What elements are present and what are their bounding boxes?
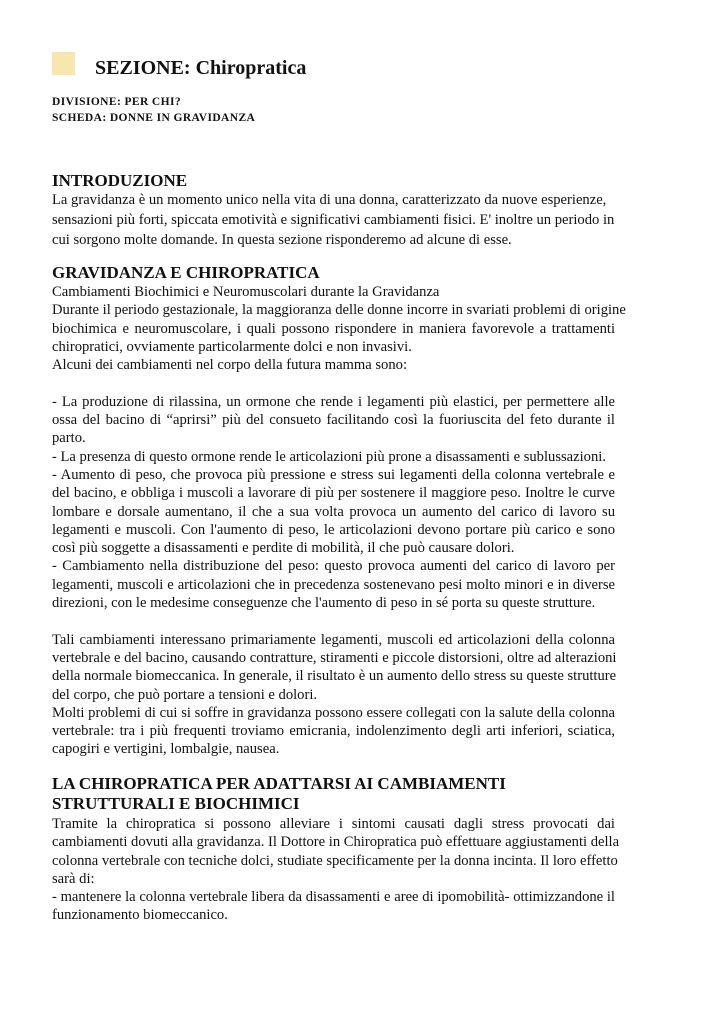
- text-line: Tramite la chiropratica si possono alleviare i sintomi causati dagli stress provocati dai: [52, 816, 615, 832]
- text-line: Molti problemi di cui si soffre in gravidanza possono essere collegati con la salute della colonna: [52, 704, 615, 721]
- heading-line: STRUTTURALI E BIOCHIMICI: [52, 794, 300, 813]
- sheet-label: SCHEDA: DONNE IN GRAVIDANZA: [52, 112, 256, 124]
- text-line: Alcuni dei cambiamenti nel corpo della futura mamma sono:: [52, 357, 408, 374]
- text-line: chiropratici, ovviamente particolarmente dolci e non invasivi.: [52, 338, 412, 355]
- blank-line: [52, 374, 615, 392]
- text-line: vertebrale: tra i più frequenti troviamo emicrania, indolenzimento degli arti inferiori, sciatica,: [52, 723, 615, 740]
- text-line: direzioni, con le medesime conseguenze che l'aumento di peso in sé porta su queste strutture.: [52, 595, 596, 612]
- text-line: - Aumento di peso, che provoca più pressione e stress sui legamenti della colonna vertebrale e: [52, 466, 615, 483]
- text-line: cui sorgono molte domande. In questa sezione risponderemo ad alcune di esse.: [52, 232, 512, 248]
- intro-heading: INTRODUZIONE: [52, 171, 188, 190]
- text-line: cambiamenti dovuti alla gravidanza. Il Dottore in Chiropratica può effettuare aggiustamenti della: [52, 834, 620, 851]
- text-line: del bacino, e obbliga i muscoli a lavorare di più per sostenere il maggiore peso. Inoltre le curve: [52, 485, 615, 502]
- text-line: - La presenza di questo ormone rende le articolazioni più prone a disassamenti e sublussazioni.: [52, 448, 606, 465]
- intro-paragraph: [52, 190, 615, 250]
- section-heading-chiropratica: [52, 774, 615, 814]
- heading-line: LA CHIROPRATICA PER ADATTARSI AI CAMBIAMENTI: [52, 774, 506, 793]
- text-line: colonna vertebrale con tecniche dolci, studiate specificamente per la donna incinta. Il loro effetto: [52, 852, 618, 869]
- text-line: La gravidanza è un momento unico nella vita di una donna, caratterizzato da nuove esperienze,: [52, 192, 607, 208]
- text-line: sensazioni più forti, spiccata emotività e significativi cambiamenti fisici. E' inoltre un periodo in: [52, 212, 615, 228]
- text-line: sarà di:: [52, 870, 95, 887]
- text-line: capogiri e vertigini, lombalgie, nausea.: [52, 741, 280, 758]
- section-color-marker: [52, 52, 75, 75]
- text-line: lombare e dorsale aumentano, il che a sua volta provoca un aumento del carico di lavoro su: [52, 503, 615, 520]
- text-line: Tali cambiamenti interessano primariamente legamenti, muscoli ed articolazioni della colonna: [52, 631, 615, 648]
- text-line: funzionamento biomeccanico.: [52, 907, 228, 924]
- division-label: DIVISIONE: PER CHI?: [52, 96, 182, 108]
- text-line: legamenti e muscoli. Con l'aumento di peso, le articolazioni devono portare più carico e sono: [52, 521, 615, 538]
- section-body-chiropratica: [52, 815, 620, 925]
- text-line: Cambiamenti Biochimici e Neuromuscolari durante la Gravidanza: [52, 284, 440, 300]
- text-line: legamenti, muscoli e articolazioni che in precedenza sostenevano pesi molto minori e in diverse: [52, 576, 615, 593]
- text-line: biochimica e neuromuscolare, i quali possono rispondere in maniera favorevole a trattamenti: [52, 320, 615, 337]
- text-line: ossa del bacino di “aprirsi” più del consueto facilitando così la fuoriuscita del feto durante il: [52, 412, 615, 429]
- text-line: - mantenere la colonna vertebrale libera da disassamenti e aree di ipomobilità- ottimizzandone il: [52, 889, 615, 906]
- text-line: parto.: [52, 430, 86, 447]
- text-line: del corpo, che può portare a tensioni e dolori.: [52, 686, 318, 703]
- section-heading-gravidanza: GRAVIDANZA E CHIROPRATICA: [52, 263, 320, 282]
- text-line: della normale biomeccanica. In generale, il risultato è un aumento dello stress su queste strutture: [52, 668, 617, 685]
- text-line: vertebrale e del bacino, causando contratture, stiramenti e piccole distorsioni, oltre ad alterazioni: [52, 649, 617, 666]
- text-line: - Cambiamento nella distribuzione del peso: questo provoca aumenti del carico di lavoro per: [52, 558, 615, 575]
- text-line: così più soggette a disassamenti e perdite di mobilità, il che può causare dolori.: [52, 540, 515, 557]
- text-line: - La produzione di rilassina, un ormone che rende i legamenti più elastici, per permettere alle: [52, 393, 615, 410]
- blank-line: [52, 612, 615, 630]
- page-title: SEZIONE: Chiropratica: [95, 57, 307, 79]
- section-body-gravidanza: [52, 283, 626, 759]
- text-line: Durante il periodo gestazionale, la maggioranza delle donne incorre in svariati problemi di origine: [52, 302, 626, 319]
